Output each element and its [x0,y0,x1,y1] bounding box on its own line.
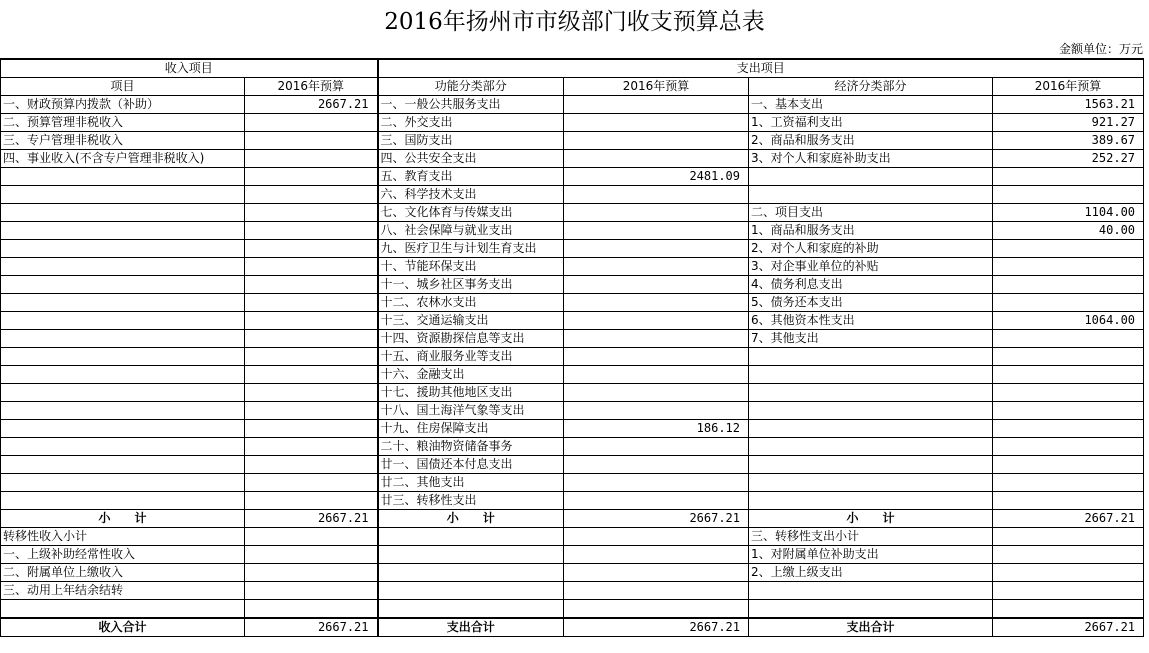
income-value-cell [245,168,378,186]
func-value-cell [564,528,749,546]
func-header: 功能分类部分 [378,78,564,96]
func-item-cell: 十三、交通运输支出 [378,312,564,330]
func-value-cell [564,96,749,114]
page-title: 2016年扬州市市级部门收支预算总表 [384,9,765,35]
income-value-cell [245,240,378,258]
func-item-cell: 十八、国土海洋气象等支出 [378,402,564,420]
budget-table [0,58,1144,637]
econ-item-cell [749,348,993,366]
func-item-cell: 七、文化体育与传媒支出 [378,204,564,222]
table-row [1,96,1144,114]
econ-value-cell [993,492,1144,510]
income-value-cell [245,366,378,384]
func-value-cell [564,492,749,510]
econ-value-cell [993,186,1144,204]
func-value-cell [564,366,749,384]
func-item-cell: 十二、农林水支出 [378,294,564,312]
income-item-cell [1,240,245,258]
econ-item-cell: 5、债务还本支出 [749,294,993,312]
econ-value-cell [993,564,1144,582]
func-item-cell: 九、医疗卫生与计划生育支出 [378,240,564,258]
func-value-cell [564,474,749,492]
income-value-cell [245,132,378,150]
income-value-cell [245,402,378,420]
func-item-cell: 四、公共安全支出 [378,150,564,168]
table-row [1,528,1144,546]
econ-value-cell [993,582,1144,600]
func-item-cell: 廿一、国债还本付息支出 [378,456,564,474]
income-item-cell [1,222,245,240]
income-item-cell: 转移性收入小计 [1,528,245,546]
income-item-cell [1,420,245,438]
table-row [1,186,1144,204]
econ-value-cell: 1563.21 [993,96,1144,114]
table-row [1,330,1144,348]
func-item-cell: 廿二、其他支出 [378,474,564,492]
func-value-cell [564,150,749,168]
income-item-cell: 二、预算管理非税收入 [1,114,245,132]
func-value-cell [564,186,749,204]
income-value-cell [245,204,378,222]
econ-item-cell: 一、基本支出 [749,96,993,114]
func-item-cell [378,564,564,582]
func-item-cell: 八、社会保障与就业支出 [378,222,564,240]
table-row [1,402,1144,420]
income-value-cell: 2667.21 [245,96,378,114]
income-value-cell [245,384,378,402]
func-item-cell: 十五、商业服务业等支出 [378,348,564,366]
income-value-cell [245,546,378,564]
func-item-cell: 十、节能环保支出 [378,258,564,276]
func-value-cell [564,258,749,276]
econ-item-cell: 2、对个人和家庭的补助 [749,240,993,258]
income-item-cell [1,186,245,204]
func-value-cell: 2481.09 [564,168,749,186]
expense-total-value: 2667.21 [564,618,749,637]
func-value-cell: 186.12 [564,420,749,438]
income-value-cell [245,276,378,294]
subtotal-label: 小 计 [749,510,993,528]
func-value-cell [564,456,749,474]
income-item-cell: 四、事业收入(不含专户管理非税收入) [1,150,245,168]
income-item-cell [1,258,245,276]
income-item-cell [1,600,245,619]
econ-item-cell [749,600,993,619]
income-item-cell [1,474,245,492]
econ-item-cell [749,438,993,456]
econ-value-cell [993,528,1144,546]
unit-label: 金额单位：万元 [1058,42,1143,56]
expense-total-value: 2667.21 [993,618,1144,637]
econ-value-cell: 921.27 [993,114,1144,132]
income-item-cell [1,402,245,420]
table-row [1,204,1144,222]
income-value-cell [245,456,378,474]
income-section-header: 收入项目 [1,59,378,78]
subtotal-income: 2667.21 [245,510,378,528]
table-row [1,600,1144,619]
item-header: 项目 [1,78,245,96]
econ-value-cell [993,276,1144,294]
table-row [1,456,1144,474]
income-value-cell [245,348,378,366]
income-item-cell [1,456,245,474]
income-value-cell [245,312,378,330]
func-value-cell [564,204,749,222]
income-value-cell [245,564,378,582]
table-row [1,114,1144,132]
econ-value-cell [993,420,1144,438]
func-value-cell [564,546,749,564]
table-row [1,258,1144,276]
income-value-cell [245,600,378,619]
func-value-cell [564,384,749,402]
func-item-cell [378,582,564,600]
econ-item-cell: 6、其他资本性支出 [749,312,993,330]
func-item-cell: 一、一般公共服务支出 [378,96,564,114]
econ-item-cell [749,456,993,474]
expense-total-label: 支出合计 [378,618,564,637]
table-row [1,240,1144,258]
income-value-cell [245,294,378,312]
econ-item-cell: 二、项目支出 [749,204,993,222]
income-item-cell [1,276,245,294]
subtotal-row [1,510,1144,528]
econ-item-cell: 三、转移性支出小计 [749,528,993,546]
income-value-cell [245,582,378,600]
func-value-cell [564,222,749,240]
income-item-cell [1,294,245,312]
table-row [1,132,1144,150]
econ-value-cell [993,474,1144,492]
func-value-cell [564,276,749,294]
econ-item-cell: 3、对企事业单位的补贴 [749,258,993,276]
table-row [1,276,1144,294]
income-total-value: 2667.21 [245,618,378,637]
econ-item-cell: 4、债务利息支出 [749,276,993,294]
income-value-cell [245,528,378,546]
func-item-cell: 三、国防支出 [378,132,564,150]
econ-item-cell [749,474,993,492]
income-item-cell: 一、财政预算内拨款（补助） [1,96,245,114]
subtotal-func: 2667.21 [564,510,749,528]
func-item-cell: 十一、城乡社区事务支出 [378,276,564,294]
econ-item-cell [749,366,993,384]
econ-item-cell: 3、对个人和家庭补助支出 [749,150,993,168]
econ-item-cell: 1、对附属单位补助支出 [749,546,993,564]
econ-value-cell [993,366,1144,384]
econ-item-cell [749,492,993,510]
func-item-cell: 十四、资源勘探信息等支出 [378,330,564,348]
income-item-cell [1,366,245,384]
income-value-cell [245,420,378,438]
func-value-cell [564,294,749,312]
func-item-cell [378,600,564,619]
table-row [1,222,1144,240]
func-item-cell: 二、外交支出 [378,114,564,132]
econ-item-cell [749,186,993,204]
table-row [1,168,1144,186]
income-value-cell [245,222,378,240]
totals-row [1,618,1144,637]
econ-value-cell [993,240,1144,258]
table-row [1,312,1144,330]
table-row [1,366,1144,384]
econ-value-cell [993,384,1144,402]
table-row [1,348,1144,366]
expense-section-header: 支出项目 [378,59,1144,78]
income-budget-header: 2016年预算 [245,78,378,96]
income-value-cell [245,492,378,510]
func-value-cell [564,402,749,420]
func-item-cell [378,546,564,564]
table-row [1,384,1144,402]
econ-item-cell [749,402,993,420]
econ-value-cell: 252.27 [993,150,1144,168]
econ-item-cell: 1、工资福利支出 [749,114,993,132]
income-value-cell [245,438,378,456]
income-item-cell [1,492,245,510]
subtotal-label: 小 计 [378,510,564,528]
econ-budget-header: 2016年预算 [993,78,1144,96]
income-total-label: 收入合计 [1,618,245,637]
table-row [1,564,1144,582]
table-row [1,582,1144,600]
func-value-cell [564,438,749,456]
econ-value-cell [993,456,1144,474]
income-item-cell: 二、附属单位上缴收入 [1,564,245,582]
income-value-cell [245,330,378,348]
expense-total-label: 支出合计 [749,618,993,637]
econ-item-cell: 7、其他支出 [749,330,993,348]
income-value-cell [245,258,378,276]
econ-value-cell [993,258,1144,276]
econ-item-cell [749,168,993,186]
econ-item-cell [749,582,993,600]
econ-value-cell [993,438,1144,456]
table-row [1,474,1144,492]
econ-value-cell [993,600,1144,619]
func-value-cell [564,582,749,600]
econ-value-cell: 389.67 [993,132,1144,150]
econ-value-cell [993,402,1144,420]
econ-item-cell: 2、上缴上级支出 [749,564,993,582]
func-item-cell: 二十、粮油物资储备事务 [378,438,564,456]
func-budget-header: 2016年预算 [564,78,749,96]
income-item-cell: 三、专户管理非税收入 [1,132,245,150]
income-item-cell [1,330,245,348]
econ-value-cell [993,168,1144,186]
income-item-cell [1,204,245,222]
income-value-cell [245,186,378,204]
table-row [1,492,1144,510]
func-item-cell [378,528,564,546]
econ-value-cell [993,294,1144,312]
func-value-cell [564,330,749,348]
econ-value-cell: 40.00 [993,222,1144,240]
econ-value-cell: 1104.00 [993,204,1144,222]
income-item-cell: 一、上级补助经常性收入 [1,546,245,564]
func-value-cell [564,348,749,366]
econ-value-cell [993,546,1144,564]
econ-item-cell: 1、商品和服务支出 [749,222,993,240]
func-value-cell [564,564,749,582]
func-item-cell: 五、教育支出 [378,168,564,186]
income-item-cell [1,384,245,402]
table-row [1,294,1144,312]
table-row [1,150,1144,168]
func-value-cell [564,114,749,132]
func-item-cell: 十九、住房保障支出 [378,420,564,438]
income-item-cell [1,312,245,330]
func-value-cell [564,312,749,330]
econ-item-cell [749,420,993,438]
func-value-cell [564,132,749,150]
table-row [1,420,1144,438]
econ-value-cell [993,348,1144,366]
func-item-cell: 廿三、转移性支出 [378,492,564,510]
econ-item-cell: 2、商品和服务支出 [749,132,993,150]
table-row [1,438,1144,456]
income-value-cell [245,114,378,132]
econ-header: 经济分类部分 [749,78,993,96]
econ-value-cell [993,330,1144,348]
income-item-cell [1,438,245,456]
subtotal-label: 小 计 [1,510,245,528]
func-item-cell: 十六、金融支出 [378,366,564,384]
func-item-cell: 十七、援助其他地区支出 [378,384,564,402]
func-value-cell [564,600,749,619]
func-item-cell: 六、科学技术支出 [378,186,564,204]
income-value-cell [245,474,378,492]
income-item-cell [1,168,245,186]
func-value-cell [564,240,749,258]
income-value-cell [245,150,378,168]
econ-item-cell [749,384,993,402]
econ-value-cell: 1064.00 [993,312,1144,330]
table-row [1,546,1144,564]
income-item-cell [1,348,245,366]
income-item-cell: 三、动用上年结余结转 [1,582,245,600]
subtotal-econ: 2667.21 [993,510,1144,528]
